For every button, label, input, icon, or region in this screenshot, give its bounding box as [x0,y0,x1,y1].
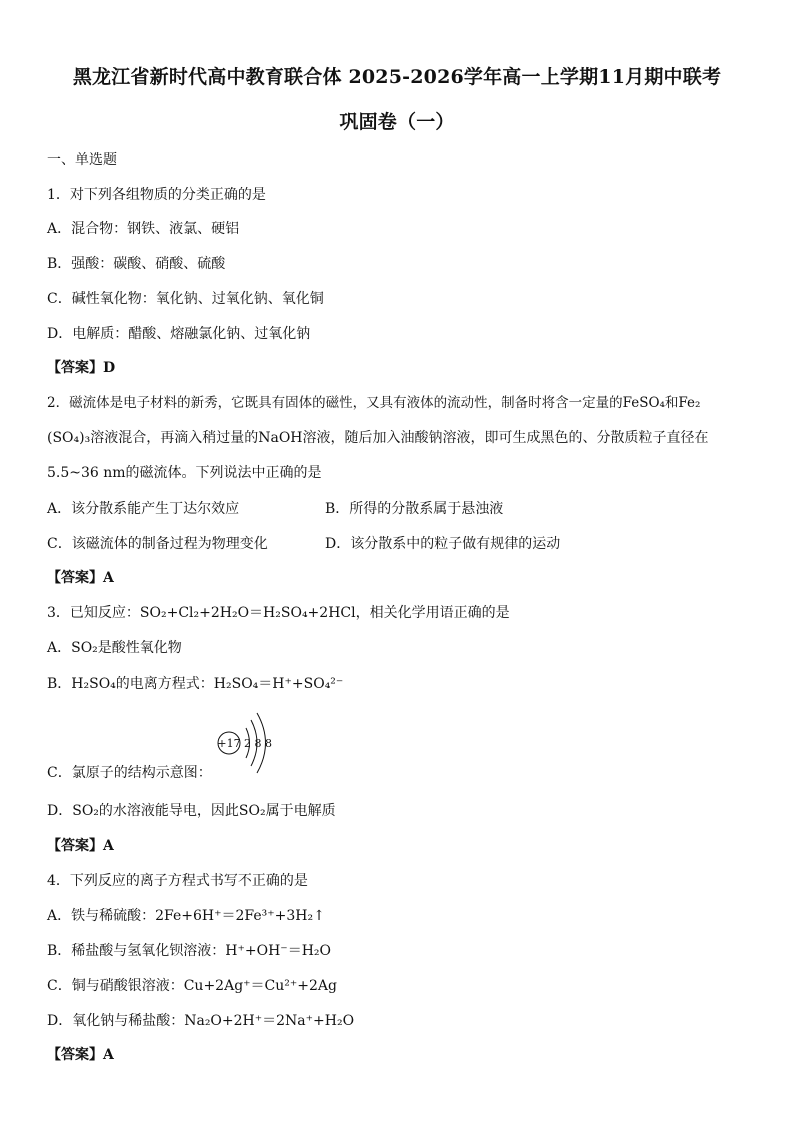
q4-option-c: C．铜与硝酸银溶液：Cu+2Ag⁺＝Cu²⁺+2Ag [47,978,337,994]
q4-option-b: B．稀盐酸与氢氧化钡溶液：H⁺+OH⁻＝H₂O [47,943,331,959]
chlorine-atom-structure-diagram [213,712,285,774]
q2-stem-line-2: (SO₄)₃溶液混合，再滴入稍过量的NaOH溶液，随后加入油酸钠溶液，即可生成黑色的、分散质粒子直径在 [47,430,709,446]
nucleus-charge: +17 [217,737,241,750]
q3-option-d: D．SO₂的水溶液能导电，因此SO₂属于电解质 [47,803,336,819]
page-title-line-1: 黑龙江省新时代高中教育联合体 2025-2026学年高一上学期11月期中联考 [72,66,722,88]
q2-stem-line-1: 2．磁流体是电子材料的新秀，它既具有固体的磁性，又具有液体的流动性，制备时将含一定量的FeSO₄和Fe₂ [47,395,701,411]
q4-option-a: A．铁与稀硫酸：2Fe+6H⁺＝2Fe³⁺+3H₂↑ [47,908,325,924]
q1-answer: 【答案】D [47,360,116,376]
q4-option-d: D．氧化钠与稀盐酸：Na₂O+2H⁺＝2Na⁺+H₂O [47,1013,355,1029]
electron-counts: 2 8 8 [244,737,272,750]
q4-answer: 【答案】A [47,1047,114,1063]
q3-option-a: A．SO₂是酸性氧化物 [47,640,182,656]
q3-option-b: B．H₂SO₄的电离方程式：H₂SO₄＝H⁺+SO₄²⁻ [47,676,344,692]
q2-option-b: B．所得的分散系属于悬浊液 [325,501,504,517]
q2-option-a: A．该分散系能产生丁达尔效应 [47,501,240,517]
q1-option-d: D．电解质：醋酸、熔融氯化钠、过氧化钠 [47,326,311,342]
q2-stem-line-3: 5.5~36 nm的磁流体。下列说法中正确的是 [47,465,322,481]
q2-option-d: D．该分散系中的粒子做有规律的运动 [325,536,561,552]
q3-option-c: C．氯原子的结构示意图： [47,765,212,781]
page-title-line-2: 巩固卷（一） [339,111,455,133]
q4-stem: 4．下列反应的离子方程式书写不正确的是 [47,873,308,889]
q3-answer: 【答案】A [47,838,114,854]
q1-option-a: A．混合物：钢铁、液氯、硬铝 [47,221,240,237]
q3-stem: 3．已知反应：SO₂+Cl₂+2H₂O＝H₂SO₄+2HCl，相关化学用语正确的是 [47,605,510,621]
q1-option-c: C．碱性氧化物：氧化钠、过氧化钠、氧化铜 [47,291,324,307]
q2-option-c: C．该磁流体的制备过程为物理变化 [47,536,268,552]
section-heading: 一、单选题 [47,152,117,168]
q1-stem: 1．对下列各组物质的分类正确的是 [47,187,266,203]
q2-answer: 【答案】A [47,570,114,586]
q1-option-b: B．强酸：碳酸、硝酸、硫酸 [47,256,226,272]
